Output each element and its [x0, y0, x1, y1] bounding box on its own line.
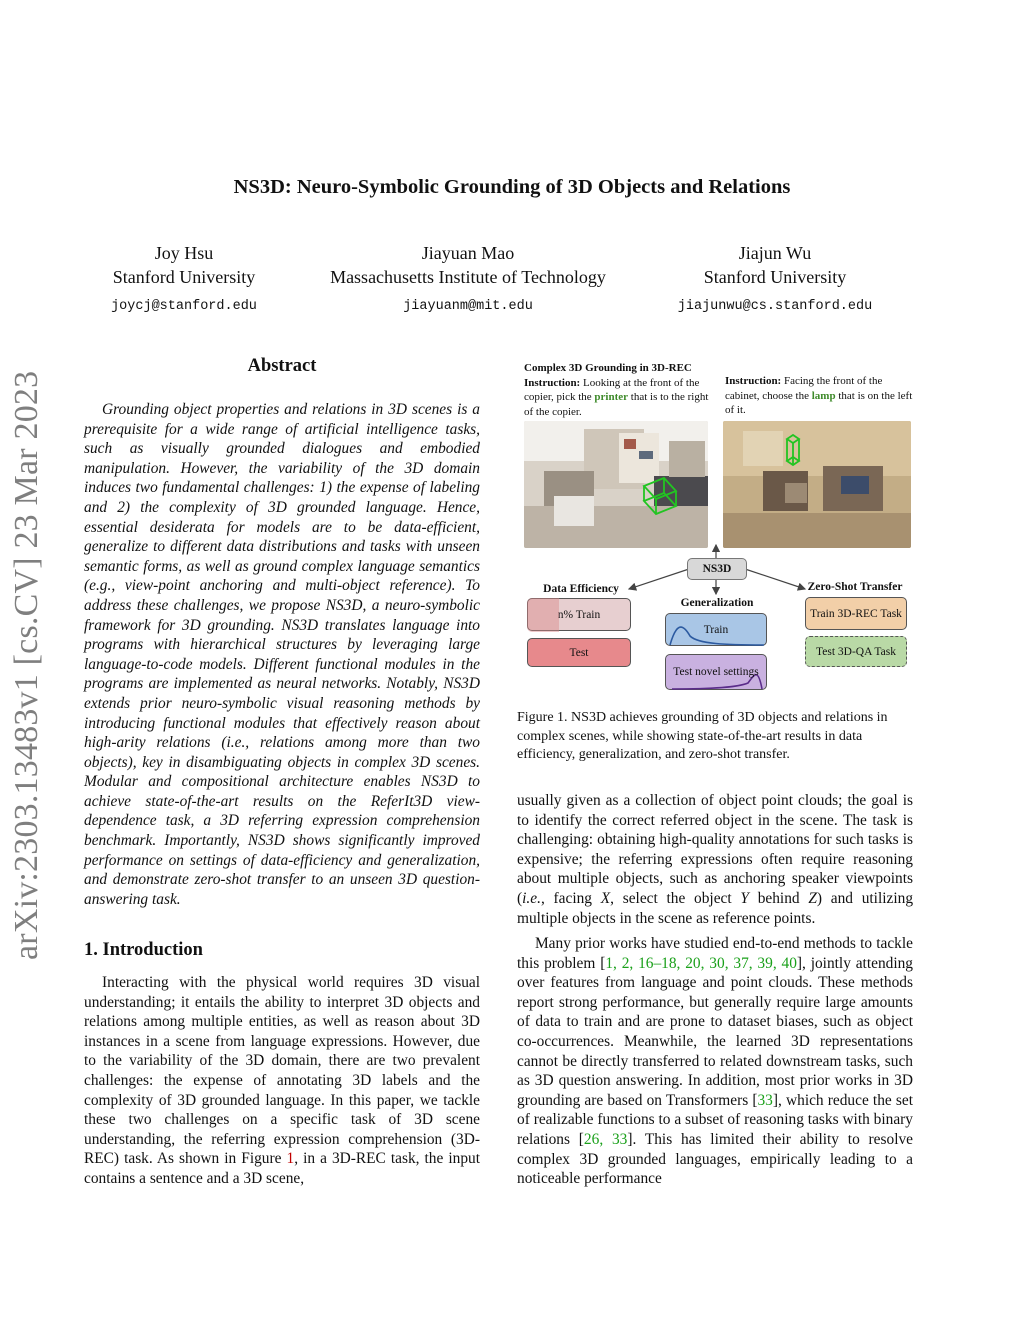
right-paragraph-1: usually given as a collection of object point clouds; the goal is to identify the correct referred object in the scene. The task is challenging: obtaining high-quality annotations for such tasks is expensive; the referring expressions often require reasoning about multiple objects, such as anchoring speaker viewpoints (i.e., facing X, select the object Y behind Z) and utilizing multiple objects in the scene as reference points.	[517, 792, 914, 927]
author-name: Joy Hsu	[154, 243, 214, 263]
author-affiliation: Stanford University	[703, 267, 847, 287]
generalization-test-box: Test novel settings	[665, 654, 767, 690]
intro-paragraph-1: Interacting with the physical world requires 3D visual understanding; it entails the ability to interpret 3D objects and relations among multiple entities, as well as reason about 3D instances in a scene from language expressions. However, due to the variability of the 3D domain, there are two prevalent challenges: the expense of annotating 3D labels and the complexity of 3D grounded language. In this paper, we tackle these two challenges on a specific task of 3D scene understanding, the referring expression comprehension (3D-REC) task. As shown in Figure 1, in a 3D-REC task, the input contains a sentence and a 3D scene,	[84, 974, 480, 1187]
figure-caption: Figure 1. NS3D achieves grounding of 3D objects and relations in complex scenes, while showing state-of-the-art results in data efficiency, generalization, and zero-shot transfer.	[517, 710, 888, 762]
author-affiliation: Stanford University	[112, 267, 256, 287]
data-efficiency-test-box: Test	[527, 638, 631, 667]
abstract-heading: Abstract	[247, 356, 317, 376]
right-paragraph-2: Many prior works have studied end-to-end methods to tackle this problem [1, 2, 16–18, 20, 30, 37, 39, 40], jointly attending over features from language and point clouds. These methods report strong performance, but generally require large amounts of data to train and are prone to dataset biases, such as object co-occurrences. Meanwhile, the learned 3D representations cannot be directly transferred to related downstream tasks, such as 3D question answering. In addition, most prior works in 3D grounding are based on Transformers [33], which reduce the set of realizable functions to a subset of reasoning tasks with binary relations [26, 33]. This has limited their ability to resolve complex 3D grounded languages, empirically leading to a noticeable performance	[517, 935, 914, 1188]
zero-shot-test-box: Test 3D-QA Task	[805, 636, 907, 667]
arxiv-stamp: arXiv:2303.13483v1 [cs.CV] 23 Mar 2023	[8, 370, 45, 960]
left-instruction: Instruction: Looking at the front of the copier, pick the printer that is to the right of the copier.	[524, 376, 709, 418]
data-efficiency-train-box: n% Train	[527, 598, 631, 631]
author-3	[655, 241, 895, 319]
citation-link[interactable]: 26, 33	[583, 1130, 628, 1148]
train-fraction-bar	[527, 598, 559, 632]
author-2	[300, 241, 636, 319]
figure-reference-link[interactable]: 1	[286, 1150, 295, 1168]
author-email: jiayuanm@mit.edu	[403, 299, 533, 314]
figure-1	[517, 358, 917, 698]
author-email: jiajunwu@cs.stanford.edu	[677, 299, 873, 314]
generalization-train-box: Train	[665, 613, 767, 646]
citation-link[interactable]: 33	[757, 1091, 773, 1109]
author-affiliation: Massachusetts Institute of Technology	[330, 267, 606, 287]
author-1	[84, 241, 284, 319]
data-efficiency-title: Data Efficiency	[543, 583, 619, 595]
section-heading-introduction: 1. Introduction	[84, 940, 203, 960]
author-email: joycj@stanford.edu	[111, 299, 257, 314]
paper-title: NS3D: Neuro-Symbolic Grounding of 3D Objects and Relations	[233, 176, 791, 198]
citation-link[interactable]: 1, 2, 16–18, 20, 30, 37, 39, 40	[605, 954, 797, 972]
zero-shot-train-box: Train 3D-REC Task	[805, 597, 907, 630]
abstract-text: Grounding object properties and relations in 3D scenes is a prerequisite for a wide range of artificial intelligence tasks, such as visually grounded dialogues and embodied manipulation. However, the variability of the 3D domain induces two fundamental challenges: 1) the expense of labeling and 2) the complexity of 3D grounded language. Hence, essential desiderata for models are to be data-efficient, generalize to different data distributions and tasks with unseen semantic forms, as well as ground complex language semantics (e.g., view-point anchoring and multi-object reference). To address these challenges, we propose NS3D, a neuro-symbolic framework for 3D grounding. NS3D translates language into programs with hierarchical structures by leveraging large language-to-code models. Different functional modules in the programs are implemented as neural networks. Notably, NS3D extends prior neuro-symbolic visual reasoning methods by introducing functional modules that effectively reason about high-arity relations (i.e., relations among more than two objects), key in disambiguating objects in complex 3D scenes. Modular and compositional architecture enables NS3D to achieve state-of-the-art results on the ReferIt3D view-dependence task, a 3D referring expression comprehension benchmark. Importantly, NS3D shows significantly improved performance on settings of data-efficiency and generalization, and demonstrate zero-shot transfer to an unseen 3D question-answering task.	[84, 401, 480, 908]
generalization-title: Generalization	[680, 597, 754, 609]
ns3d-node: NS3D	[687, 558, 747, 580]
right-instruction: Instruction: Facing the front of the cabinet, choose the lamp that is on the left of it.	[725, 375, 913, 416]
left-panel-title: Complex 3D Grounding in 3D-REC	[524, 362, 692, 374]
zero-shot-title: Zero-Shot Transfer	[807, 581, 903, 593]
author-name: Jiayuan Mao	[421, 243, 515, 263]
author-name: Jiajun Wu	[738, 243, 812, 263]
